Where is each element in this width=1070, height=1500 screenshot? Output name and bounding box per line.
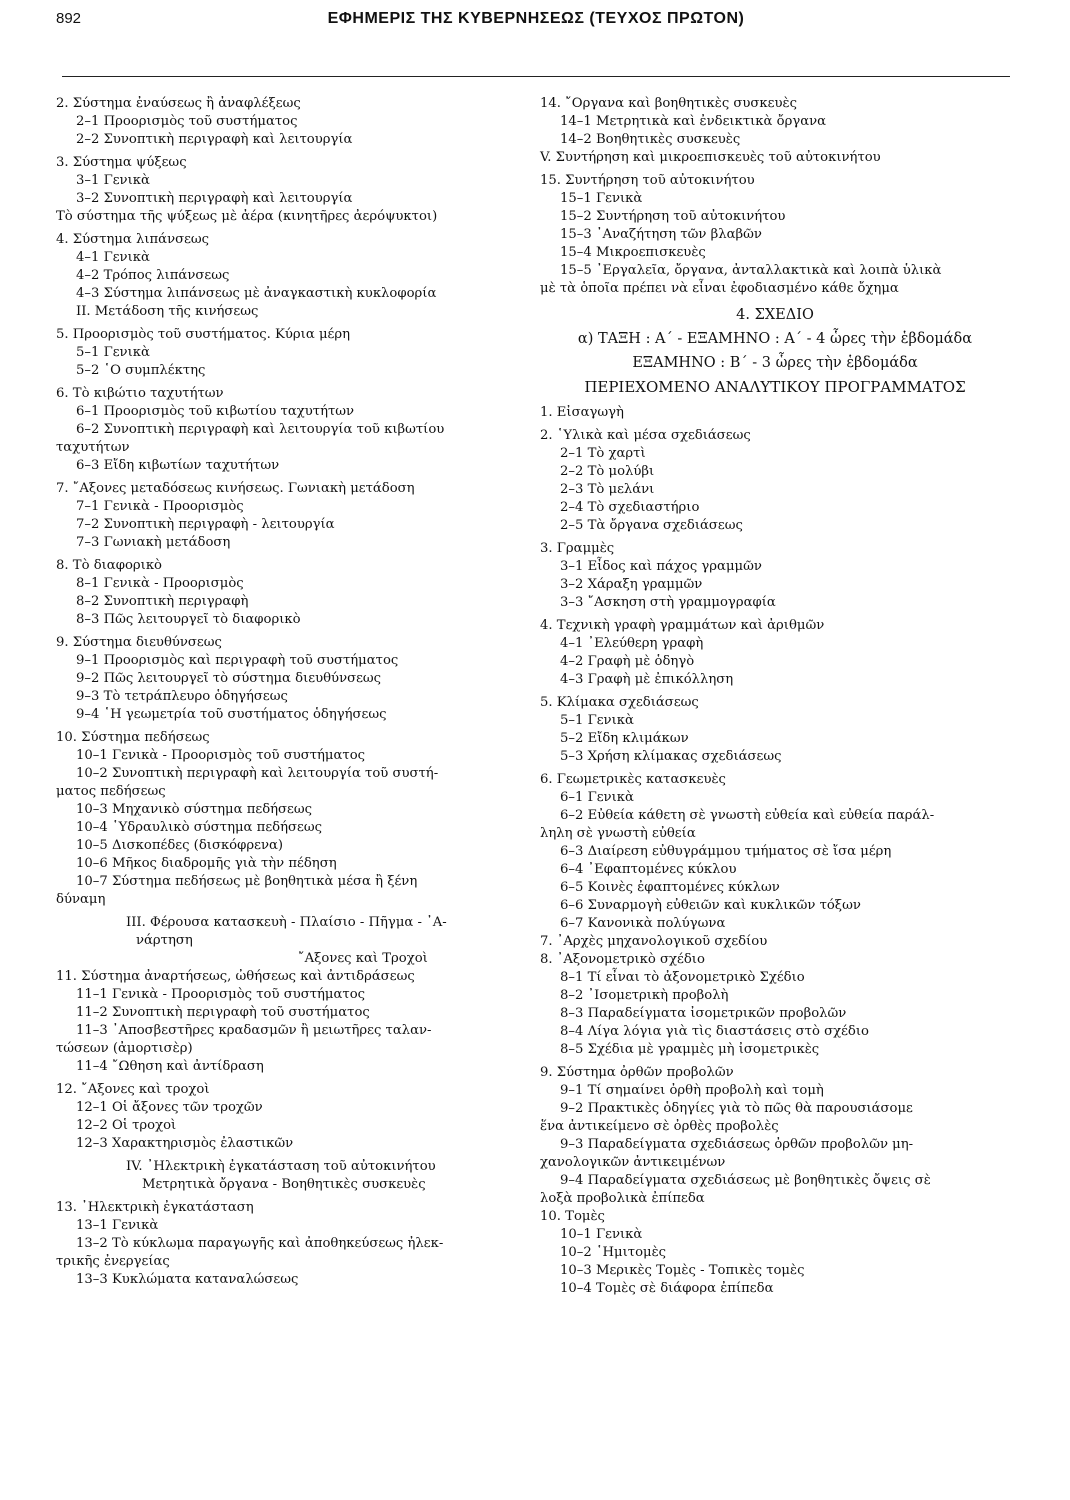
toc-line: 3–3 ῎Ασκηση στὴ γραμμογραφία [560,595,776,610]
toc-line: 9–1 Τί σημαίνει ὀρθὴ προβολὴ καὶ τομὴ [560,1083,824,1098]
toc-line: 6–3 Διαίρεση εὐθυγράμμου τμήματος σὲ ἴσα μέρη [560,844,892,859]
toc-line: 10–3 Μηχανικὸ σύστημα πεδήσεως [76,802,313,817]
toc-line: 1. Εἰσαγωγὴ [540,405,624,420]
toc-line: 13–3 Κυκλώματα καταναλώσεως [76,1272,299,1287]
toc-line: 6–2 Συνοπτικὴ περιγραφὴ καὶ λειτουργία τοῦ κιβωτίου [76,422,445,437]
toc-line: 2. Σύστημα ἐναύσεως ἢ ἀναφλέξεως [56,96,301,111]
toc-line: 6–4 ᾿Εφαπτομένες κύκλου [560,862,737,877]
toc-line: 15–2 Συντήρηση τοῦ αὐτοκινήτου [560,209,786,224]
toc-line: V. Συντήρηση καὶ μικροεπισκευὲς τοῦ αὐτοκινήτου [540,150,881,165]
toc-line: 11–1 Γενικὰ - Προορισμὸς τοῦ συστήματος [76,987,366,1002]
toc-line: 2–2 Τὸ μολύβι [560,464,655,479]
toc-line: 4–3 Σύστημα λιπάνσεως μὲ ἀναγκαστικὴ κυκλοφορία [76,286,437,301]
toc-line: δύναμη [56,892,106,907]
toc-line: 9–4 ῾Η γεωμετρία τοῦ συστήματος ὁδηγήσεως [76,707,387,722]
toc-line: 12–2 Οἱ τροχοὶ [76,1118,177,1133]
toc-line: 8–2 ᾿Ισομετρικὴ προβολὴ [560,988,729,1003]
toc-line: ματος πεδήσεως [56,784,166,799]
toc-line: νάρτηση [136,933,193,948]
toc-line: 12. ῎Αξονες καὶ τροχοὶ [56,1082,210,1097]
toc-line: ΕΞΑΜΗΝΟ : Β΄ - 3 ὧρες τὴν ἑβδομάδα [632,355,918,371]
toc-line: 3–1 Γενικὰ [76,173,150,188]
toc-line: 2–1 Τὸ χαρτὶ [560,446,646,461]
toc-line: 9–3 Τὸ τετράπλευρο ὁδηγήσεως [76,689,288,704]
toc-line: ΠΕΡΙΕΧΟΜΕΝΟ ΑΝΑΛΥΤΙΚΟΥ ΠΡΟΓΡΑΜΜΑΤΟΣ [584,378,966,396]
toc-line: 5–2 Εἴδη κλιμάκων [560,731,689,746]
toc-line: Μετρητικὰ ὄργανα - Βοηθητικὲς συσκευὲς [142,1177,426,1192]
toc-line: 10–4 ῾Υδραυλικὸ σύστημα πεδήσεως [76,820,322,835]
toc-line: 11. Σύστημα ἀναρτήσεως, ὠθήσεως καὶ ἀντιδράσεως [56,969,415,984]
toc-line: 4–1 Γενικὰ [76,250,150,265]
toc-line: 8–4 Λίγα λόγια γιὰ τὶς διαστάσεις στὸ σχέδιο [560,1024,869,1039]
toc-line: 2–4 Τὸ σχεδιαστήριο [560,500,700,515]
toc-line: 3–2 Συνοπτικὴ περιγραφὴ καὶ λειτουργία [76,191,353,206]
toc-line: 2–5 Τὰ ὄργανα σχεδιάσεως [560,518,743,533]
toc-line: 4–1 ᾿Ελεύθερη γραφὴ [560,636,704,651]
right-column [540,95,1010,1298]
toc-line: 6. Τὸ κιβώτιο ταχυτήτων [56,386,224,401]
toc-line: 2–2 Συνοπτικὴ περιγραφὴ καὶ λειτουργία [76,132,353,147]
toc-line: χανολογικῶν ἀντικειμένων [540,1155,726,1170]
toc-line: IV. ᾿Ηλεκτρικὴ ἐγκατάσταση τοῦ αὐτοκινήτου [126,1159,436,1174]
toc-line: 10–1 Γενικὰ - Προορισμὸς τοῦ συστήματος [76,748,366,763]
toc-line: 5. Κλίμακα σχεδιάσεως [540,695,699,710]
toc-line: 14–1 Μετρητικὰ καὶ ἐνδεικτικὰ ὄργανα [560,114,827,129]
toc-line: 10. Τομὲς [540,1209,605,1224]
toc-line: 6–5 Κοινὲς ἐφαπτομένες κύκλων [560,880,780,895]
toc-line: 6–3 Εἴδη κιβωτίων ταχυτήτων [76,458,280,473]
journal-title: ΕΦΗΜΕΡΙΣ ΤΗΣ ΚΥΒΕΡΝΗΣΕΩΣ (ΤΕΥΧΟΣ ΠΡΩΤΟΝ) [327,10,745,27]
toc-line: 5–1 Γενικὰ [560,713,634,728]
toc-line: 12–1 Οἱ ἄξονες τῶν τροχῶν [76,1100,263,1115]
toc-line: III. Φέρουσα κατασκευὴ - Πλαίσιο - Πῆγμα - ᾿Α- [126,915,447,930]
toc-line: 2–1 Προορισμὸς τοῦ συστήματος [76,114,298,129]
toc-line: 2–3 Τὸ μελάνι [560,482,655,497]
page-header [62,40,1010,77]
toc-line: 9–4 Παραδείγματα σχεδιάσεως μὲ βοηθητικὲς ὄψεις σὲ [560,1173,931,1188]
toc-line: 4. Σύστημα λιπάνσεως [56,232,210,247]
toc-line: 3–2 Χάραξη γραμμῶν [560,577,703,592]
toc-line: 14–2 Βοηθητικὲς συσκευὲς [560,132,741,147]
toc-line: 11–2 Συνοπτικὴ περιγραφὴ τοῦ συστήματος [76,1005,370,1020]
toc-line: 9–2 Πρακτικὲς ὁδηγίες γιὰ τὸ πῶς θὰ παρουσιάσομε [560,1101,913,1116]
toc-line: ταχυτήτων [56,440,130,455]
toc-line: 13. ᾿Ηλεκτρικὴ ἐγκατάσταση [56,1200,254,1215]
toc-line: 6–1 Γενικὰ [560,790,634,805]
toc-line: 9–1 Προορισμὸς καὶ περιγραφὴ τοῦ συστήματος [76,653,399,668]
toc-line: 10–3 Μερικὲς Τομὲς - Τοπικὲς τομὲς [560,1263,805,1278]
toc-line: 10–2 ῾Ημιτομὲς [560,1245,667,1260]
toc-line: 10–6 Μῆκος διαδρομῆς γιὰ τὴν πέδηση [76,856,337,871]
toc-line: τρικῆς ἐνεργείας [56,1254,170,1269]
toc-line: τώσεων (ἀμορτισὲρ) [56,1041,193,1056]
toc-line: 3. Γραμμὲς [540,541,615,556]
toc-line: α) ΤΑΞΗ : Α΄ - ΕΞΑΜΗΝΟ : Α΄ - 4 ὧρες τὴν ἑβδομάδα [577,331,973,347]
toc-line: 8. Τὸ διαφορικὸ [56,558,162,573]
toc-line: 5–3 Χρήση κλίμακας σχεδιάσεως [560,749,782,764]
toc-line: 4–2 Γραφὴ μὲ ὁδηγὸ [560,654,695,669]
toc-line: 6–6 Συναρμογὴ εὐθειῶν καὶ κυκλικῶν τόξων [560,898,861,913]
toc-line: 8–1 Γενικὰ - Προορισμὸς [76,576,244,591]
toc-line: 7–1 Γενικὰ - Προορισμὸς [76,499,244,514]
toc-line: 10–7 Σύστημα πεδήσεως μὲ βοηθητικὰ μέσα ἢ ξένη [76,874,418,889]
toc-line: 10–4 Τομὲς σὲ διάφορα ἐπίπεδα [560,1281,774,1296]
toc-line: 6–7 Κανονικὰ πολύγωνα [560,916,726,931]
page-number: 892 [56,10,82,27]
toc-line: 15–1 Γενικὰ [560,191,643,206]
toc-line: Τὸ σύστημα τῆς ψύξεως μὲ ἀέρα (κινητῆρες ἀερόψυκτοι) [56,209,438,224]
toc-line: 10–1 Γενικὰ [560,1227,643,1242]
toc-line: 4–2 Τρόπος λιπάνσεως [76,268,230,283]
toc-line: 4. Τεχνικὴ γραφὴ γραμμάτων καὶ ἀριθμῶν [540,618,825,633]
toc-line: 5–2 ῾Ο συμπλέκτης [76,363,206,378]
toc-line: 7. ῎Αξονες μεταδόσεως κινήσεως. Γωνιακὴ μετάδοση [56,481,415,496]
toc-line: 6. Γεωμετρικὲς κατασκευὲς [540,772,726,787]
toc-line: 11–4 ῎Ωθηση καὶ ἀντίδραση [76,1059,264,1074]
toc-line: 5–1 Γενικὰ [76,345,150,360]
toc-line: 14. ῎Οργανα καὶ βοηθητικὲς συσκευὲς [540,96,797,111]
toc-line: 9. Σύστημα διευθύνσεως [56,635,222,650]
toc-line: 9. Σύστημα ὀρθῶν προβολῶν [540,1065,734,1080]
toc-line: 11–3 ᾿Αποσβεστῆρες κραδασμῶν ἢ μειωτῆρες ταλαν- [76,1023,432,1038]
toc-line: ῎Αξονες καὶ Τροχοὶ [298,951,428,966]
toc-line: 10–2 Συνοπτικὴ περιγραφὴ καὶ λειτουργία τοῦ συστή- [76,766,439,781]
toc-line: 7–2 Συνοπτικὴ περιγραφὴ - λειτουργία [76,517,335,532]
toc-line: 8–2 Συνοπτικὴ περιγραφὴ [76,594,249,609]
toc-line: 9–3 Παραδείγματα σχεδιάσεως ὀρθῶν προβολῶν μη- [560,1137,914,1152]
toc-line: 13–1 Γενικὰ [76,1218,159,1233]
toc-line: 7–3 Γωνιακὴ μετάδοση [76,535,231,550]
toc-line: 10. Σύστημα πεδήσεως [56,730,210,745]
toc-line: 3. Σύστημα ψύξεως [56,155,187,170]
toc-line: 9–2 Πῶς λειτουργεῖ τὸ σύστημα διευθύνσεως [76,671,382,686]
toc-line: μὲ τὰ ὁποῖα πρέπει νὰ εἶναι ἐφοδιασμένο κάθε ὄχημα [540,281,899,296]
toc-line: 8–3 Παραδείγματα ἰσομετρικῶν προβολῶν [560,1006,847,1021]
toc-line: 6–2 Εὐθεία κάθετη σὲ γνωστὴ εὐθεία καὶ εὐθεία παράλ- [560,808,935,823]
toc-line: 8–3 Πῶς λειτουργεῖ τὸ διαφορικὸ [76,612,301,627]
toc-line: ληλη σὲ γνωστὴ εὐθεία [540,826,696,841]
toc-line: 7. ᾿Αρχὲς μηχανολογικοῦ σχεδίου [540,934,768,949]
toc-line: 15–4 Μικροεπισκευὲς [560,245,706,260]
toc-line: 13–2 Τὸ κύκλωμα παραγωγῆς καὶ ἀποθηκεύσεως ἠλεκ- [76,1236,444,1251]
toc-line: 4–3 Γραφὴ μὲ ἐπικόλληση [560,672,734,687]
toc-line: 6–1 Προορισμὸς τοῦ κιβωτίου ταχυτήτων [76,404,355,419]
toc-line: 3–1 Εἶδος καὶ πάχος γραμμῶν [560,559,762,574]
toc-line: λοξὰ προβολικὰ ἐπίπεδα [540,1191,705,1206]
toc-line: 8–1 Τί εἶναι τὸ ἀξονομετρικὸ Σχέδιο [560,970,805,985]
toc-line: 12–3 Χαρακτηρισμὸς ἐλαστικῶν [76,1136,294,1151]
toc-line: 4. ΣΧΕΔΙΟ [736,307,814,323]
toc-line: 2. ῾Υλικὰ καὶ μέσα σχεδιάσεως [540,428,751,443]
left-column [56,95,516,1289]
toc-line: 15. Συντήρηση τοῦ αὐτοκινήτου [540,173,755,188]
toc-line: 5. Προορισμὸς τοῦ συστήματος. Κύρια μέρη [56,327,351,342]
toc-line: 15–3 ᾿Αναζήτηση τῶν βλαβῶν [560,227,762,242]
toc-line: II. Μετάδοση τῆς κινήσεως [76,304,259,319]
toc-line: 8. ᾿Αξονομετρικὸ σχέδιο [540,952,705,967]
toc-line: 8–5 Σχέδια μὲ γραμμὲς μὴ ἰσομετρικὲς [560,1042,820,1057]
toc-line: 15–5 ᾿Εργαλεῖα, ὄργανα, ἀνταλλακτικὰ καὶ λοιπὰ ὑλικὰ [560,263,942,278]
toc-line: 10–5 Δισκοπέδες (δισκόφρενα) [76,838,284,853]
toc-line: ἕνα ἀντικείμενο σὲ ὀρθὲς προβολὲς [540,1119,779,1134]
